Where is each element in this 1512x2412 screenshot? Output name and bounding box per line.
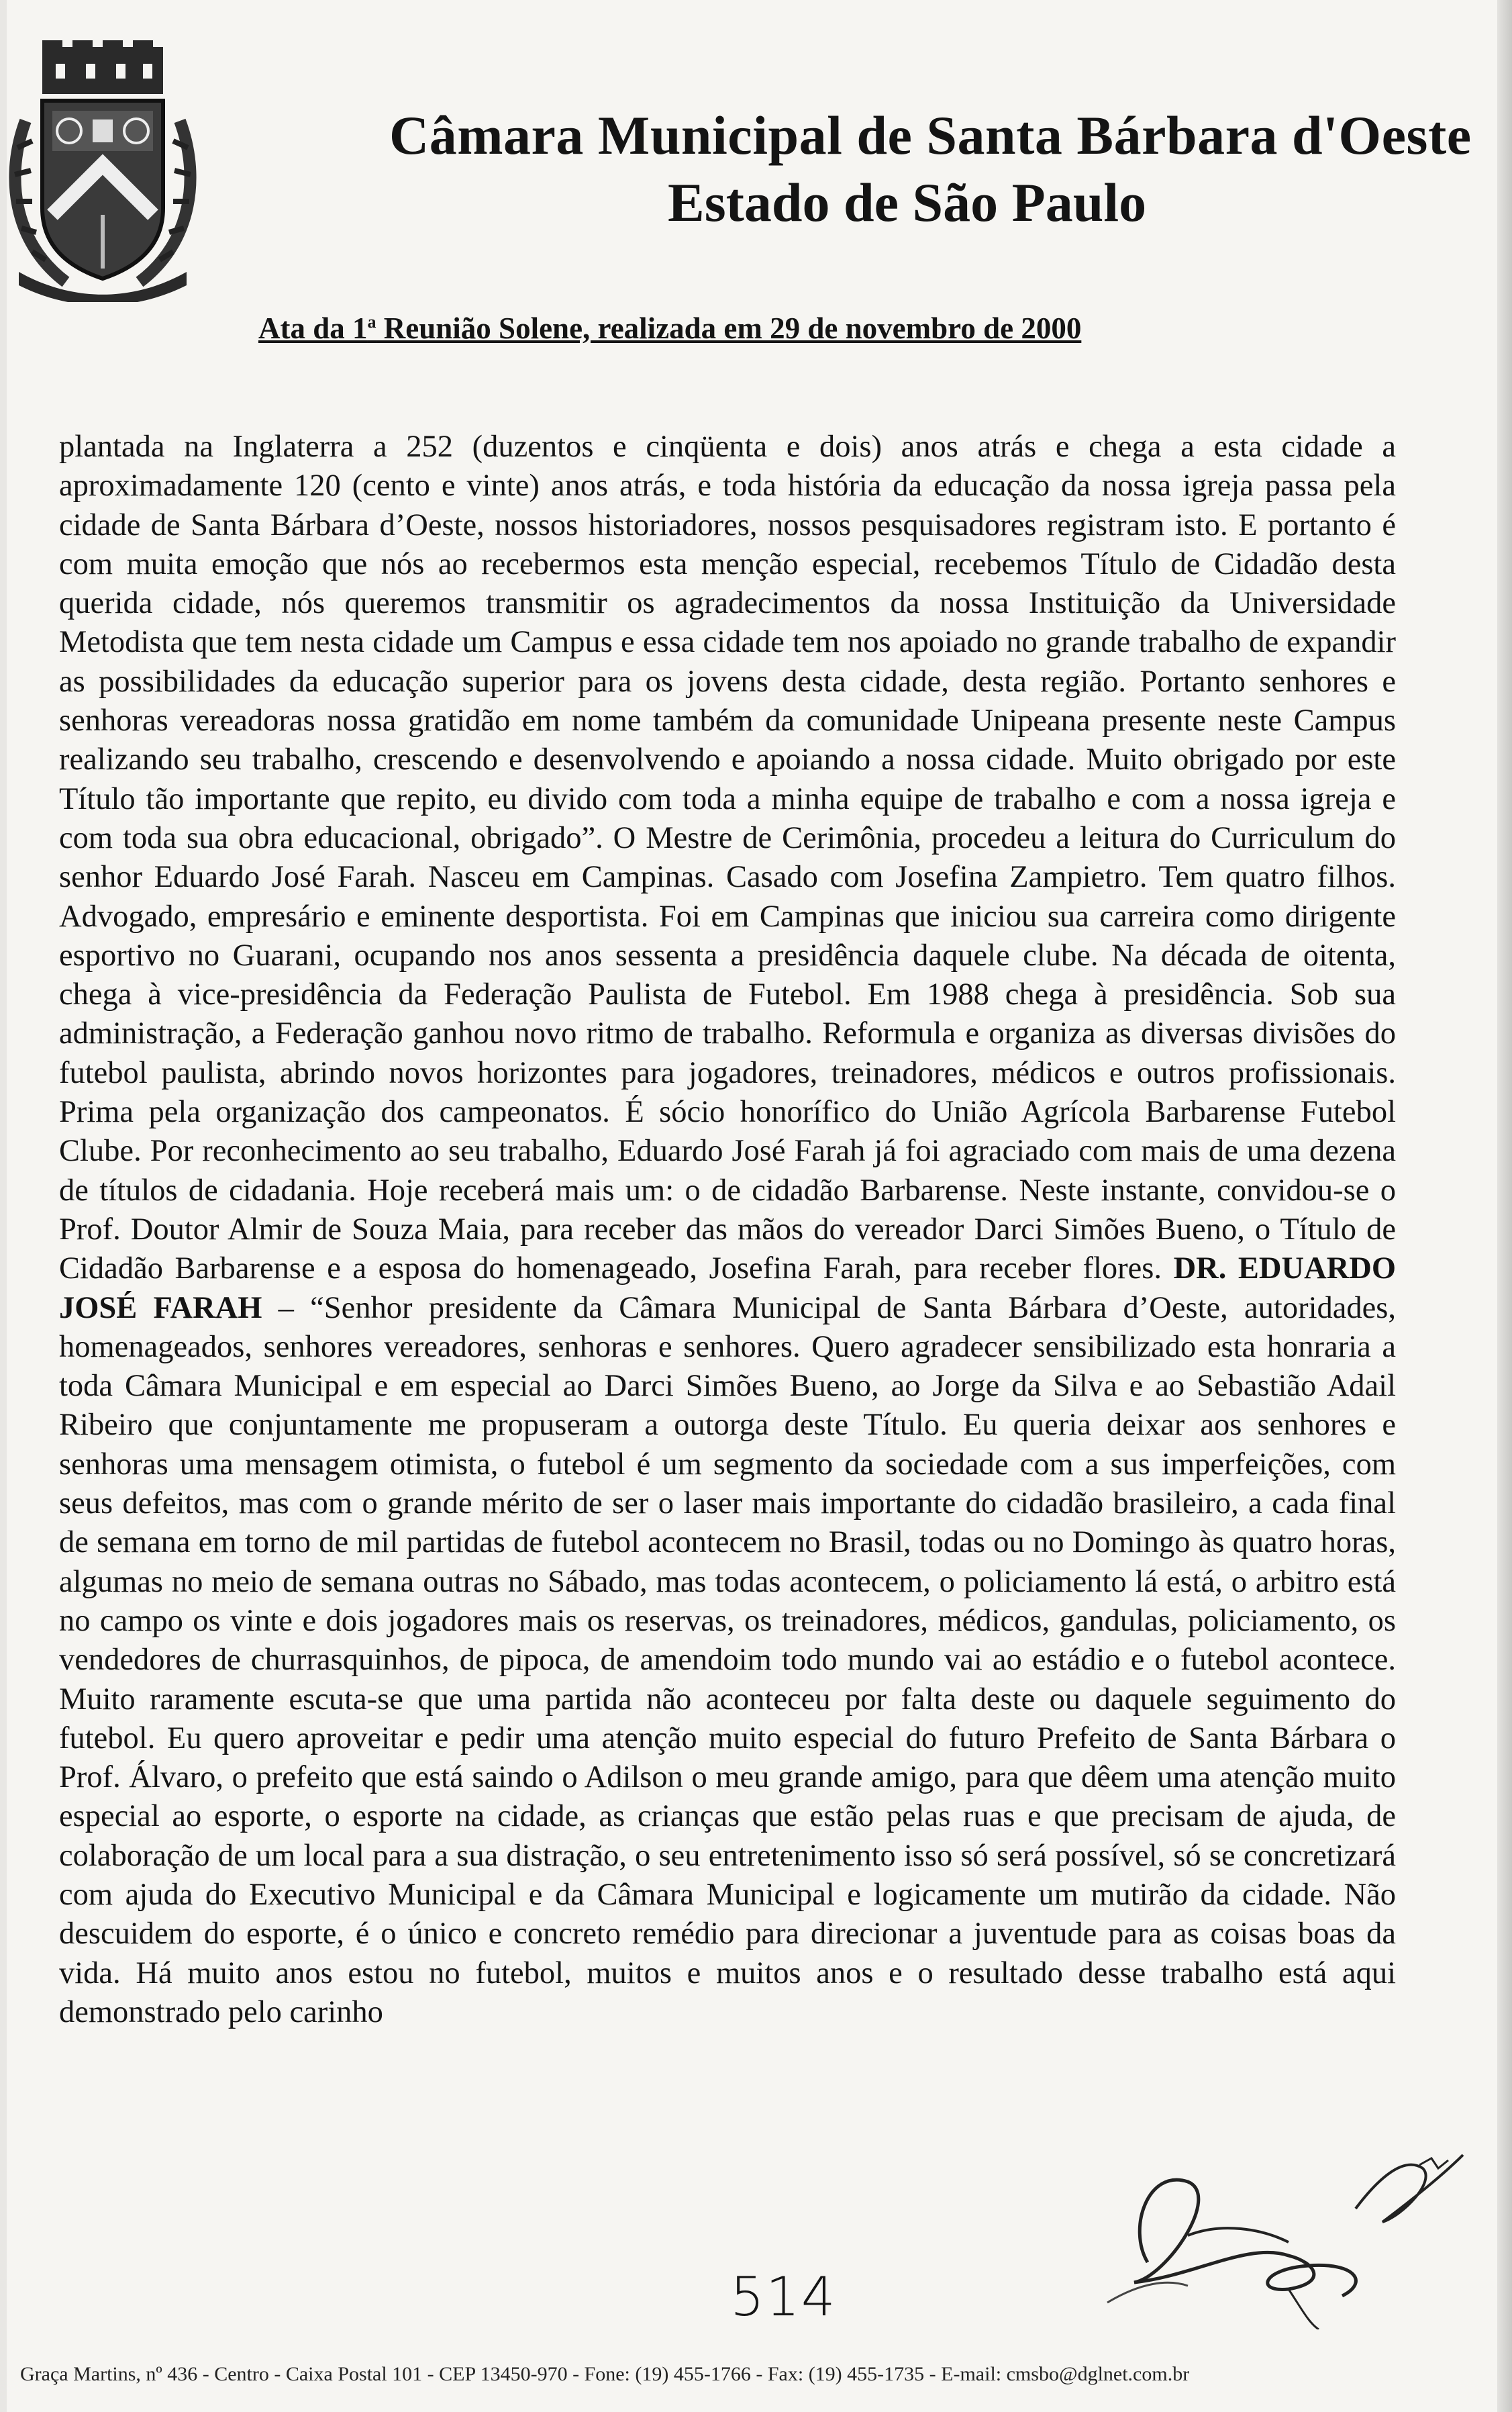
minutes-heading-rest: Reunião Solene, realizada em 29 de novembro de 2000 — [376, 311, 1082, 345]
scan-edge-left — [0, 0, 7, 2412]
state-subtitle: Estado de São Paulo — [668, 172, 1147, 233]
minutes-heading-prefix: Ata da 1 — [258, 311, 368, 345]
minutes-body-text — [59, 428, 1396, 2032]
scan-edge-right — [1497, 0, 1512, 2412]
body-paragraph-part2: – “Senhor presidente da Câmara Municipal de Santa Bárbara d’Oeste, autoridades, homenageados, senhores vereadores, senhoras e senhores. Quero agradecer sensibilizado esta honraria a toda Câmara Municipal e em especial ao Darci Simões Bueno, ao Jorge da Silva e ao Sebastião Adail Ribeiro que conjuntamente me propuseram a outorga deste Título. Eu queria deixar aos senhores e senhoras uma mensagem otimista, o futebol é um segmento da sociedade com a sus imperfeições, com seus defeitos, mas com o grande mérito de ser o laser mais importante do cidadão brasileiro, a cada final de semana em torno de mil partidas de futebol acontecem no Brasil, todas ou no Domingo às quatro horas, algumas no meio de semana outras no Sábado, mas todas acontecem, o policiamento lá está, o arbitro está no campo os vinte e dois jogadores mais os reservas, os treinadores, médicos, gandulas, policiamento, os vendedores de churrasquinhos, de pipoca, de amendoim todo mundo vai ao estádio e o futebol acontece. Muito raramente escuta-se que uma partida não aconteceu por falta deste ou daquele seguimento do futebol. Eu quero aproveitar e pedir uma atenção muito especial do futuro Prefeito de Santa Bárbara o Prof. Álvaro, o prefeito que está saindo o Adilson o meu grande amigo, para que dêem uma atenção muito especial ao esporte, o esporte na cidade, as crianças que estão pelas ruas e que precisam de ajuda, de colaboração de um local para a sua distração, o seu entretenimento isso só será possível, só se concretizará com ajuda do Executivo Municipal e da Câmara Municipal e logicamente um mutirão da cidade. Não descuidem do esporte, é o único e concreto remédio para direcionar a juventude para as coisas boas da vida. Há muito anos estou no futebol, muitos e muitos anos e o resultado desse trabalho está aqui demonstrado pelo carinho — [59, 1290, 1397, 2029]
handwritten-signature — [1087, 2128, 1490, 2329]
address-footer: Graça Martins, nº 436 - Centro - Caixa Postal 101 - CEP 13450-970 - Fone: (19) 455-1766 - Fax: (19) 455-1735 - E-mail: cmsbo@dglnet.com.br — [20, 2363, 1190, 2385]
coat-of-arms-icon — [5, 40, 200, 302]
body-paragraph-part1: plantada na Inglaterra a 252 (duzentos e cinqüenta e dois) anos atrás e chega a esta cidade a aproximadamente 120 (cento e vinte) anos atrás, e toda história da educação da nossa igreja passa pela cidade de Santa Bárbara d’Oeste, nossos historiadores, nossos pesquisadores registram isto. E portanto é com muita emoção que nós ao recebermos esta menção especial, recebemos Título de Cidadão desta querida cidade, nós queremos transmitir os agradecimentos da nossa Instituição da Universidade Metodista que tem nesta cidade um Campus e essa cidade tem nos apoiado no grande trabalho de expandir as possibilidades da educação superior para os jovens desta cidade, desta região. Portanto senhores e senhoras vereadoras nossa gratidão em nome também da comunidade Unipeana presente neste Campus realizando seu trabalho, crescendo e desenvolvendo e apoiando a nossa cidade. Muito obrigado por este Título tão importante que repito, eu divido com toda a minha equipe de trabalho e com a nossa igreja e com toda sua obra educacional, obrigado”. O Mestre de Cerimônia, procedeu a leitura do Curriculum do senhor Eduardo José Farah. Nasceu em Campinas. Casado com Josefina Zampietro. Tem quatro filhos. Advogado, empresário e eminente desportista. Foi em Campinas que iniciou sua carreira como dirigente esportivo no Guarani, ocupando nos anos sessenta a presidência daquele clube. Na década de oitenta, chega à vice-presidência da Federação Paulista de Futebol. Em 1988 chega à presidência. Sob sua administração, a Federação ganhou novo ritmo de trabalho. Reformula e organiza as diversas divisões do futebol paulista, abrindo novos horizontes para jogadores, treinadores, médicos e outros profissionais. Prima pela organização dos campeonatos. É sócio honorífico do União Agrícola Barbarense Futebol Clube. Por reconhecimento ao seu trabalho, Eduardo José Farah já foi agraciado com mais de uma dezena de títulos de cidadania. Hoje receberá mais um: o de cidadão Barbarense. Neste instante, convidou-se o Prof. Doutor Almir de Souza Maia, para receber das mãos do vereador Darci Simões Bueno, o Título de Cidadão Barbarense e a esposa do homenageado, Josefina Farah, para receber flores. — [59, 430, 1396, 1286]
page-number: 514 — [730, 2266, 837, 2328]
speaker-name: DR. EDUARDO JOSÉ FARAH — [59, 1251, 1396, 1325]
institution-title: Câmara Municipal de Santa Bárbara d'Oeste — [389, 105, 1472, 166]
ordinal-indicator: a — [367, 312, 376, 332]
minutes-heading — [258, 311, 1081, 346]
